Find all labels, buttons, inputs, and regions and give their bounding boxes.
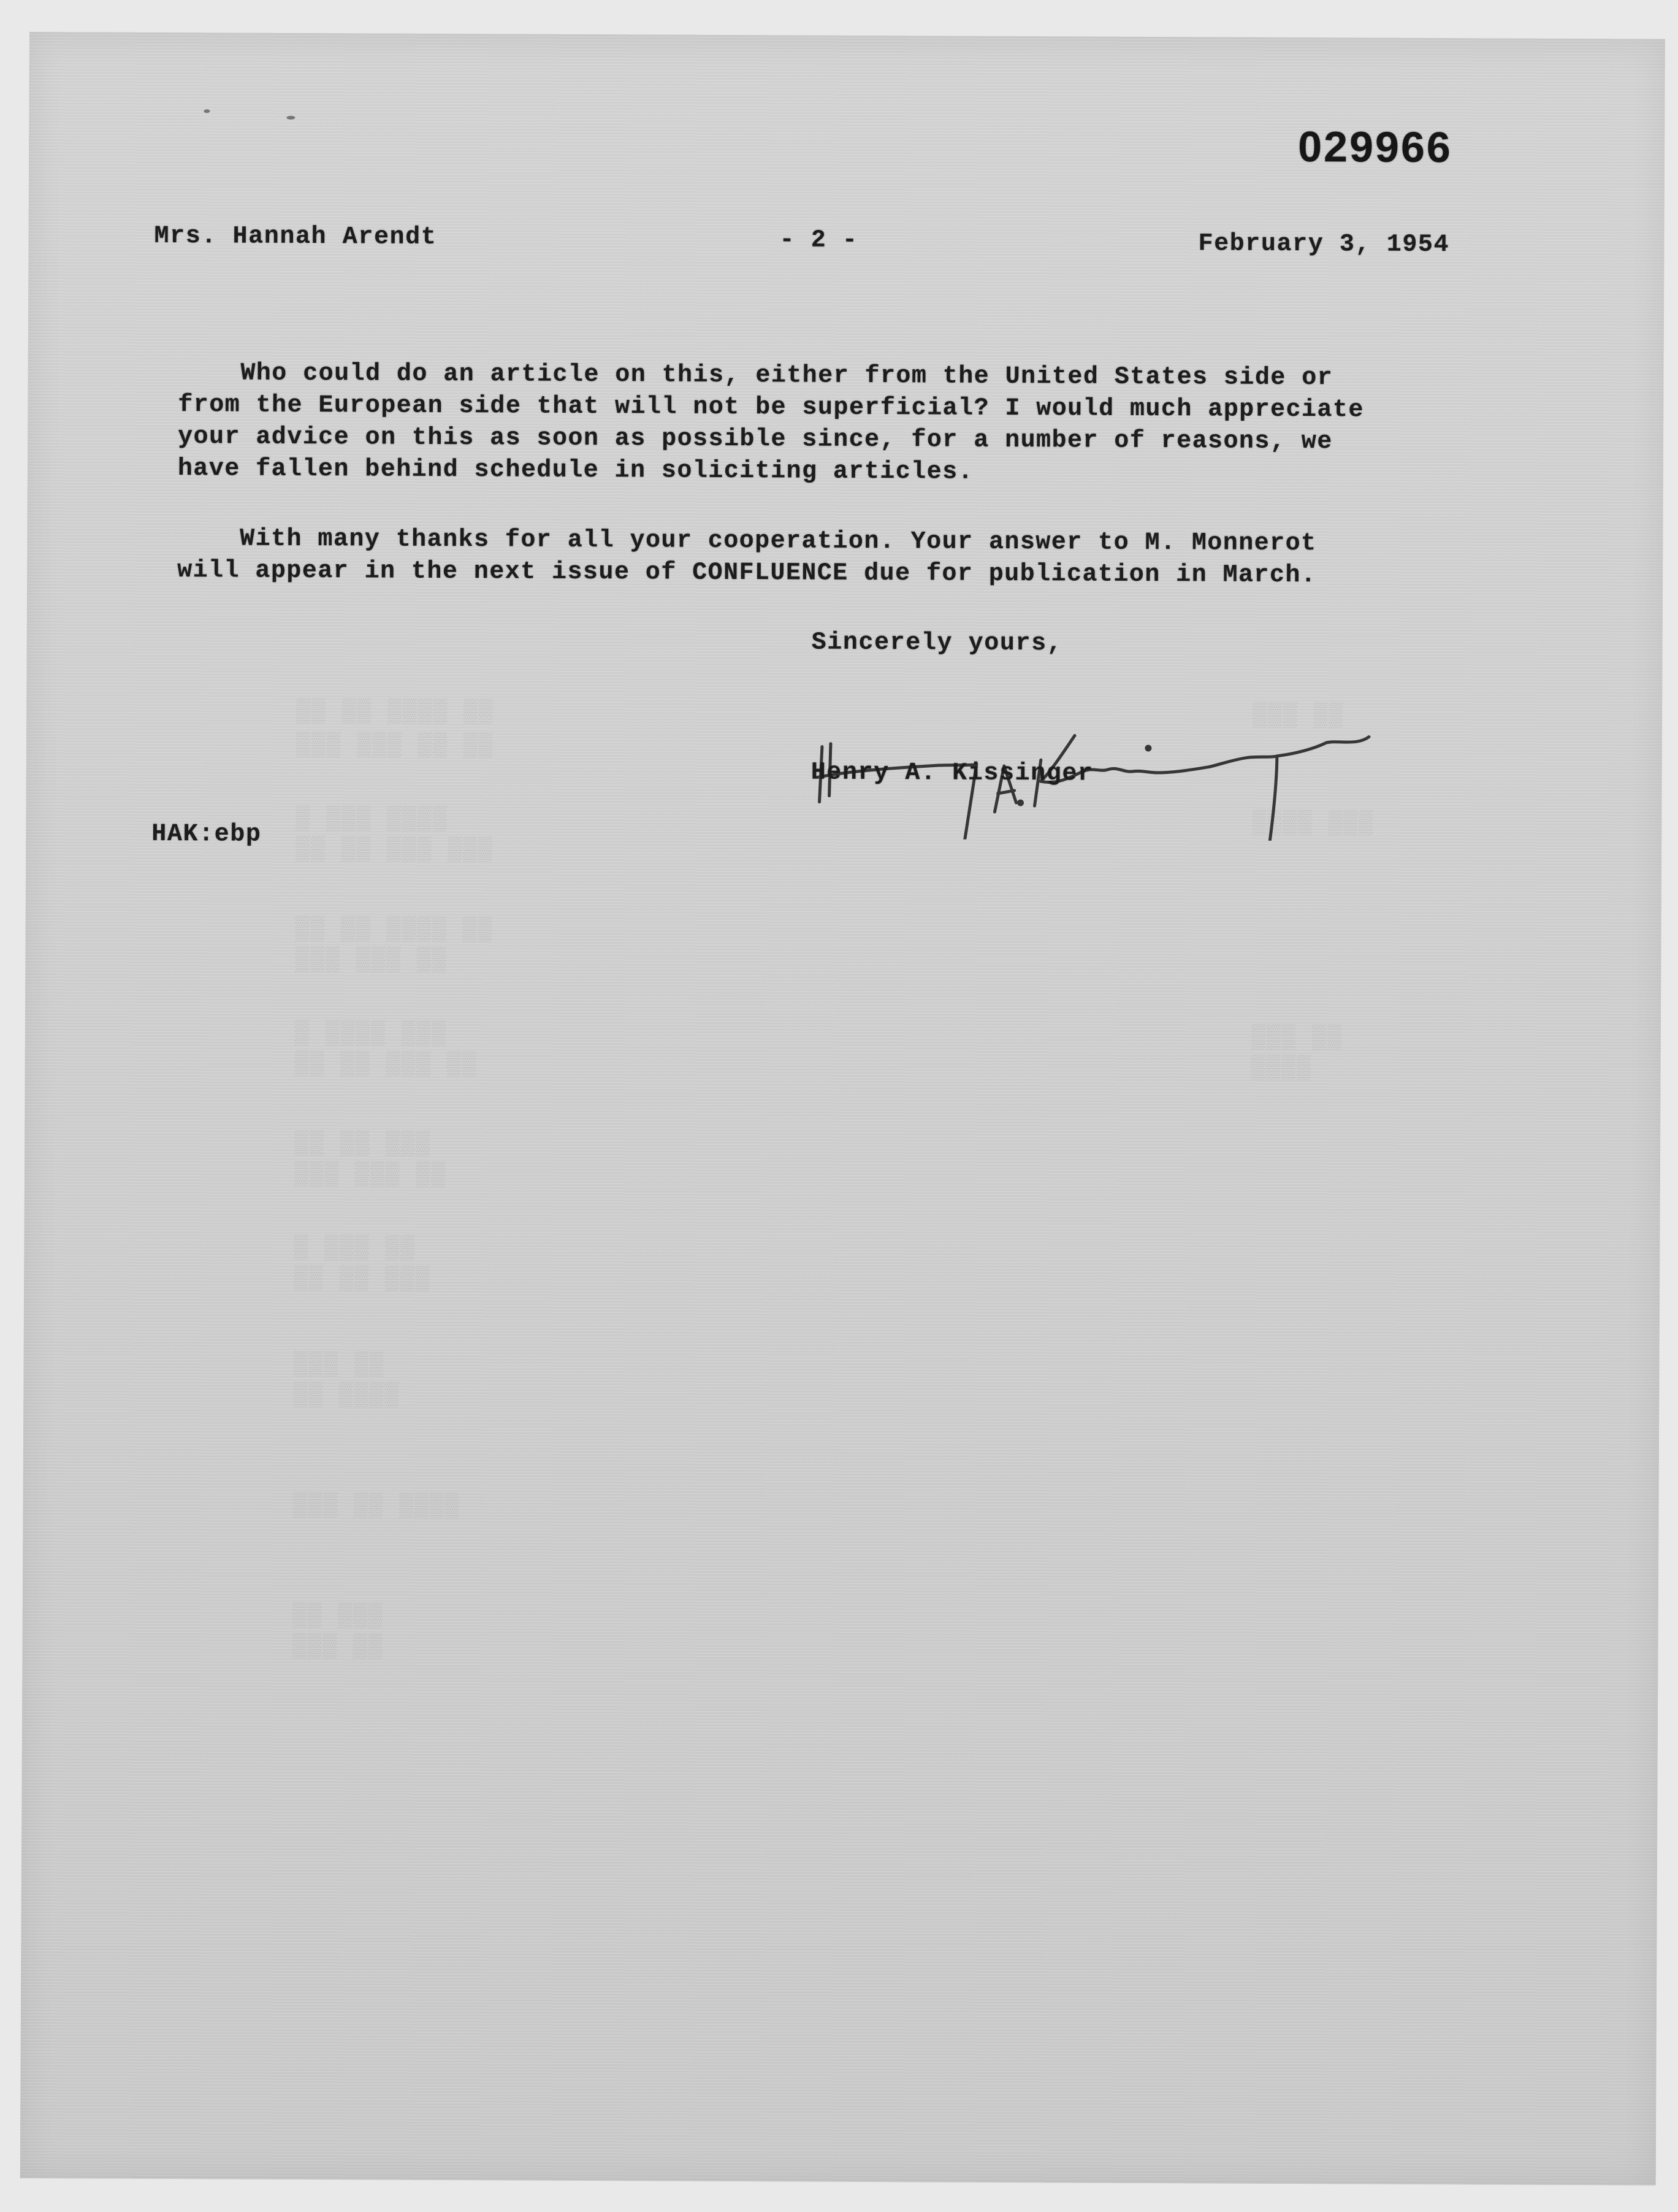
scan-specks	[29, 32, 1665, 39]
paragraph-line: With many thanks for all your cooperation. Your answer to M. Monnerot	[177, 525, 1317, 558]
bleed-through-mark: ▒▒▒▒	[1251, 1055, 1312, 1082]
paragraph-line: your advice on this as soon as possible since, for a number of reasons, we	[178, 423, 1333, 456]
closing-salutation: Sincerely yours,	[811, 629, 1063, 658]
paragraph-line: will appear in the next issue of CONFLUENCE due for publication in March.	[177, 557, 1317, 590]
bleed-through-mark: ▒▒▒▒ ▒▒▒	[1252, 809, 1374, 837]
signer-typed-name: Henry A. Kissinger	[810, 759, 1094, 788]
bleed-through-mark: ▒▒▒ ▒▒	[292, 1633, 384, 1661]
bleed-through-mark: ▒▒▒ ▒▒	[1253, 702, 1344, 730]
bleed-through-mark: ▒▒ ▒▒ ▒▒▒ ▒▒	[294, 1051, 478, 1079]
recipient-name: Mrs. Hannah Arendt	[154, 222, 437, 251]
letter-page	[20, 32, 1665, 2186]
bleed-through-mark: ▒▒▒ ▒▒	[1251, 1024, 1343, 1052]
paragraph-line: have fallen behind schedule in soliciting articles.	[177, 455, 974, 486]
body-paragraph-1	[178, 358, 1364, 490]
bleed-through-mark: ▒▒▒ ▒▒	[293, 1351, 385, 1379]
bleed-through-mark: ▒▒▒ ▒▒▒ ▒▒	[294, 1161, 447, 1188]
reference-initials: HAK:ebp	[151, 820, 262, 849]
page-number: - 2 -	[779, 226, 858, 254]
bleed-through-mark: ▒▒▒ ▒▒▒ ▒▒	[295, 946, 448, 974]
bleed-through-mark: ▒▒▒ ▒▒▒ ▒▒ ▒▒	[296, 732, 494, 760]
letter-date: February 3, 1954	[1198, 230, 1450, 259]
bleed-through-mark: ▒▒ ▒▒ ▒▒▒ ▒▒▒	[296, 836, 494, 864]
bleed-through-mark: ▒ ▒▒▒ ▒▒▒▒	[296, 805, 448, 833]
bleed-through-mark: ▒▒ ▒▒ ▒▒▒▒ ▒▒	[295, 916, 494, 944]
paragraph-line: from the European side that will not be superficial? I would much appreciate	[178, 391, 1364, 424]
bleed-through-mark: ▒▒▒ ▒▒ ▒▒▒▒	[292, 1492, 460, 1520]
bleed-through-mark: ▒ ▒▒▒ ▒▒	[294, 1234, 416, 1262]
archive-number: 029966	[1298, 123, 1452, 172]
bleed-through-mark: ▒▒ ▒▒ ▒▒▒	[294, 1130, 432, 1158]
bleed-through-mark: ▒▒ ▒▒▒	[292, 1602, 384, 1630]
bleed-through-mark: ▒▒ ▒▒ ▒▒▒▒ ▒▒	[296, 698, 494, 726]
bleed-through-mark: ▒ ▒▒▒▒ ▒▒▒	[294, 1020, 448, 1047]
body-paragraph-2	[177, 523, 1317, 592]
bleed-through-mark: ▒▒ ▒▒▒▒	[293, 1382, 400, 1409]
paragraph-line: Who could do an article on this, either from the United States side or	[178, 359, 1333, 392]
bleed-through-mark: ▒▒ ▒▒ ▒▒▒	[294, 1265, 431, 1293]
